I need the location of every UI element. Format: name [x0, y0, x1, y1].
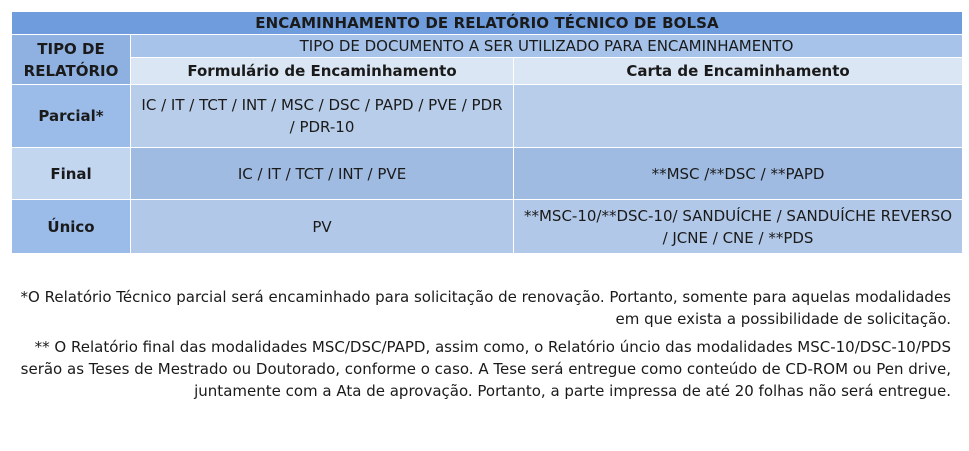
report-type-final: Final [12, 148, 131, 200]
report-type-unico: Único [12, 200, 131, 254]
form-column-header: Formulário de Encaminhamento [131, 58, 514, 85]
letter-cell-unico: **MSC-10/**DSC-10/ SANDUÍCHE / SANDUÍCHE REVERSO / JCNE / CNE / **PDS [514, 200, 963, 254]
letter-cell-final: **MSC /**DSC / **PAPD [514, 148, 963, 200]
footnote-parcial: *O Relatório Técnico parcial será encaminhado para solicitação de renovação. Portanto, somente para aquelas modalidades em que exista a possibilidade de solicitação. [20, 288, 951, 328]
footnote-final: ** O Relatório final das modalidades MSC/DSC/PAPD, assim como, o Relatório úncio das modalidades MSC-10/DSC-10/PDS serão as Teses de Mestrado ou Doutorado, conforme o caso. A Tese será entregue como conteúdo de CD-ROM ou Pen drive, juntamente com a Ata de aprovação. Portanto, a parte impressa de até 20 folhas não será entregue. [20, 338, 951, 400]
report-table [11, 11, 963, 254]
table-title: ENCAMINHAMENTO DE RELATÓRIO TÉCNICO DE BOLSA [12, 12, 963, 35]
form-cell-final: IC / IT / TCT / INT / PVE [131, 148, 514, 200]
table-row-unico [12, 200, 963, 254]
form-cell-unico: PV [131, 200, 514, 254]
letter-cell-parcial [514, 85, 963, 148]
footnotes [20, 286, 951, 408]
table-title-row [12, 12, 963, 35]
report-type-header: TIPO DE RELATÓRIO [12, 35, 131, 85]
table-row-parcial [12, 85, 963, 148]
document-type-header: TIPO DE DOCUMENTO A SER UTILIZADO PARA ENCAMINHAMENTO [131, 35, 963, 58]
report-type-parcial: Parcial* [12, 85, 131, 148]
subheader-row [12, 58, 963, 85]
form-cell-parcial: IC / IT / TCT / INT / MSC / DSC / PAPD / PVE / PDR / PDR-10 [131, 85, 514, 148]
table-row-final [12, 148, 963, 200]
header-row [12, 35, 963, 58]
letter-column-header: Carta de Encaminhamento [514, 58, 963, 85]
